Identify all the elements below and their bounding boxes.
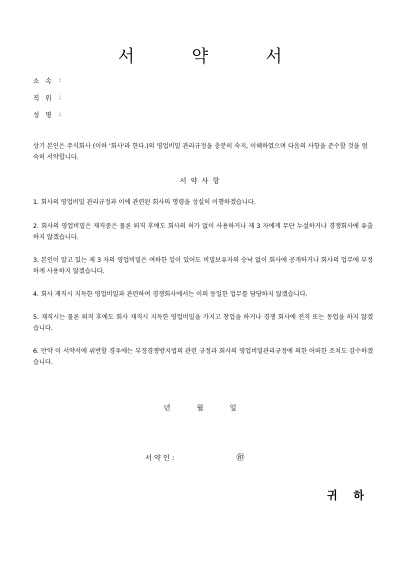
clause-2: 2. 회사의 영업비밀은 재직중은 물론 퇴직 후에도 회사의 허가 없이 사용하거나 제 3 자에게 무단 누설하거나 경쟁회사에 유출하지 않겠습니다. (33, 223, 373, 241)
field-name-colon: : (59, 110, 62, 118)
field-position-label: 직위 (33, 94, 58, 102)
field-affiliation-label: 소속 (33, 77, 58, 85)
field-affiliation-colon: : (59, 76, 62, 84)
signer-label: 서 약 인 : (145, 453, 175, 462)
document-title: 서 약 서 (117, 47, 309, 67)
clause-5: 5. 재직시는 물론 퇴직 후에도 회사 재직시 지득한 영업비밀을 가지고 창업을 하거나 경쟁 회사에 전직 또는 동업을 하지 않겠습니다. (33, 314, 373, 332)
recipient: 귀 하 (326, 489, 370, 502)
signer-line (145, 452, 244, 463)
field-name-label: 성명 (33, 111, 58, 119)
field-affiliation (33, 76, 67, 85)
field-position (33, 93, 67, 102)
field-name (33, 110, 67, 119)
intro-paragraph: 상기 본인은 주식회사 (이하 '회사'라 한다.)의 영업비밀 관리규정을 충분히 숙지, 이해하였으며 다음의 사항을 준수할 것을 엄숙히 서약합니다. (33, 143, 368, 161)
section-title: 서 약 사 항 (179, 177, 221, 185)
seal-mark: ㊞ (236, 453, 245, 462)
clause-4: 4. 회사 재직시 지득한 영업비밀과 관련하여 경쟁회사에서는 이의 동일한 업무를 담당하지 않겠습니다. (33, 291, 308, 298)
clause-6: 6. 만약 이 서약서에 위반할 경우에는 부정경쟁방지법의 관련 규정과 회사의 영업비밀관리규정에 의한 어떠한 조치도 감수하겠습니다. (33, 348, 373, 366)
date-line: 년 월 일 (163, 404, 237, 412)
clause-1: 1. 회사의 영업비밀 관리규정과 이에 관련된 회사의 명령을 성실히 이행하겠습니다. (33, 199, 256, 206)
field-position-colon: : (59, 93, 62, 101)
clause-3: 3. 본인이 알고 있는 제 3 자의 영업비밀은 여하한 일이 있어도 비밀보유자의 승낙 없이 회사에 공개하거나 회사의 업무에 부정하게 사용하지 않겠습니다. (33, 257, 373, 275)
